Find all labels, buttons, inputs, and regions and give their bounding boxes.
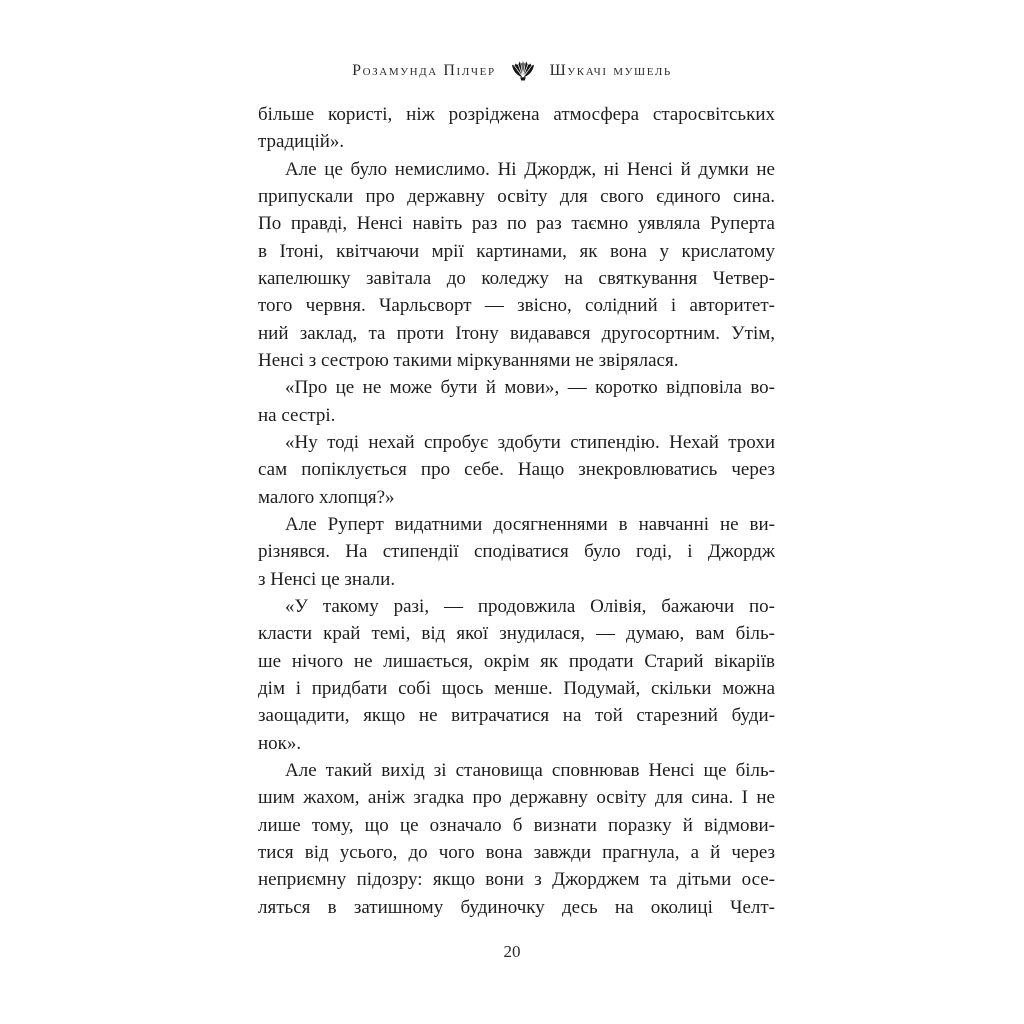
text-line: тися від усього, до чого вона завжди прагнула, а й через [258,841,775,863]
text-line: ний заклад, та проти Ітону видавався другосортним. Утім, [258,322,775,344]
text-line: в Ітоні, квітчаючи мрії картинами, як вона у крислатому [258,240,775,262]
text-line: неприємну підозру: якщо вони з Джорджем та дітьми осе- [258,869,775,891]
text-line: капелюшку завітала до коледжу на святкування Четвер- [258,267,775,289]
text-line: традицій». [258,131,345,153]
text-line: нок». [258,732,302,754]
running-header [0,58,1024,84]
page-body [258,101,775,921]
text-line: Ненсі з сестрою такими міркуваннями не звірялася. [258,349,679,371]
text-line: класти край темі, від якої знудилася, — думаю, вам біль- [258,623,775,645]
text-line: того червня. Чарльсворт — звісно, солідний і авторитет- [258,295,775,317]
text-line: малого хлопця?» [258,486,395,508]
header-author: Розамунда Пілчер [352,62,496,79]
text-line: більше користі, ніж розріджена атмосфера старосвітських [258,104,775,125]
text-line: По правді, Ненсі навіть раз по раз таємно уявляла Руперта [258,213,775,235]
header-title: Шукачі мушель [549,62,672,79]
text-line: сам попіклується про себе. Нащо знекровлюватись через [258,459,775,481]
text-line: «Ну тоді нехай спробує здобути стипендію. Нехай трохи [285,431,775,453]
text-line: лише тому, що це означало б визнати поразку й відмови- [258,814,775,836]
text-line: припускали про державну освіту для свого єдиного сина. [258,185,775,207]
text-line: шим жахом, аніж згадка про державну освіту для сина. І не [258,787,775,809]
scallop-shell-icon [509,58,537,84]
text-line: різнявся. На стипендії сподіватися було годі, і Джордж [258,541,775,563]
text-line: «У такому разі, — продовжила Олівія, бажаючи по- [285,595,775,617]
text-line: «Про це не може бути й мови», — коротко відповіла во- [285,377,775,399]
text-line: дім і придбати собі щось менше. Подумай, скільки можна [258,677,775,699]
text-line: ляться в затишному будиночку десь на околиці Челт- [258,896,775,918]
text-line: з Ненсі це знали. [258,568,396,590]
text-line: Але Руперт видатними досягненнями в навчанні не ви- [285,513,775,535]
text-line: ше нічого не лишається, окрім як продати Старий вікаріїв [258,650,775,672]
text-line: на сестрі. [258,404,336,426]
text-line: заощадити, якщо не витрачатися на той старезний буди- [258,705,775,727]
page-number: 20 [503,942,521,961]
text-line: Але це було немислимо. Ні Джордж, ні Ненсі й думки не [285,158,775,180]
text-line: Але такий вихід зі становища сповнював Ненсі ще біль- [285,759,775,781]
page-footer [0,942,1024,962]
